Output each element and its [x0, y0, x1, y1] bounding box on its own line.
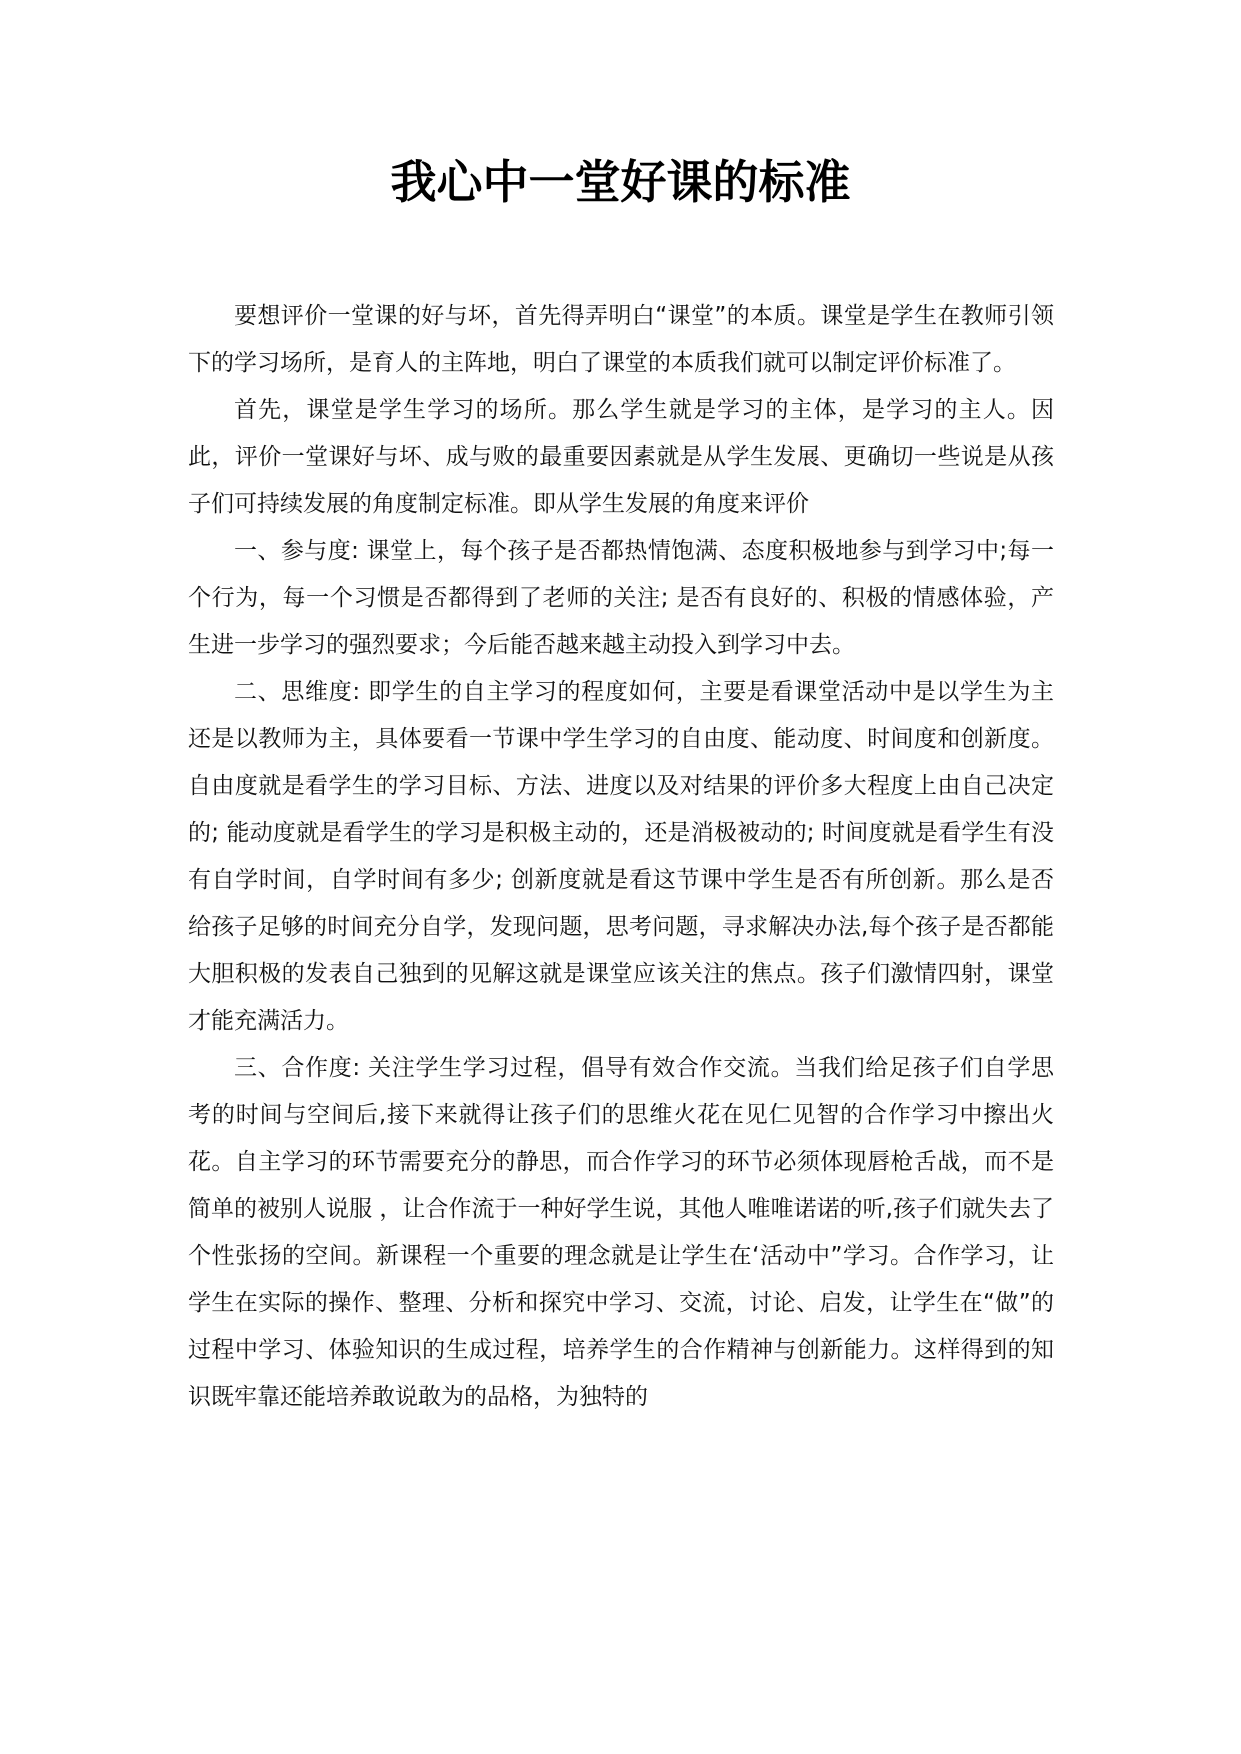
paragraph-intro: 要想评价一堂课的好与坏，首先得弄明白“课堂”的本质。课堂是学生在教师引领下的学习场所，是育人的主阵地，明白了课堂的本质我们就可以制定评价标准了。: [188, 303, 1054, 376]
paragraph-cooperation: 三、合作度: 关注学生学习过程，倡导有效合作交流。当我们给足孩子们自学思考的时间与空间后,接下来就得让孩子们的思维火花在见仁见智的合作学习中擦出火花。自主学习的环节需要充分的静思，而合作学习的环节必须体现唇枪舌战，而不是简单的被别人说服 ，让合作流于一种好学生说，其他人唯唯诺诺的听,孩子们就失去了个性张扬的空间。新课程一个重要的理念就是让学生在‘活动中”学习。合作学习，让学生在实际的操作、整理、分析和探究中学习、交流，讨论、启发，让学生在“做”的过程中学习、体验知识的生成过程，培养学生的合作精神与创新能力。这样得到的知识既牢靠还能培养敢说敢为的品格，为独特的: [188, 1055, 1054, 1410]
document-body: [188, 293, 1054, 1421]
paragraph-thinking: 二、思维度: 即学生的自主学习的程度如何，主要是看课堂活动中是以学生为主还是以教师为主，具体要看一节课中学生学习的自由度、能动度、时间度和创新度。自由度就是看学生的学习目标、方法、进度以及对结果的评价多大程度上由自己决定的; 能动度就是看学生的学习是积极主动的，还是消极被动的; 时间度就是看学生有没有自学时间，自学时间有多少; 创新度就是看这节课中学生是否有所创新。那么是否给孩子足够的时间充分自学，发现问题，思考问题，寻求解决办法,每个孩子是否都能大胆积极的发表自己独到的见解这就是课堂应该关注的焦点。孩子们激情四射，课堂才能充满活力。: [188, 679, 1054, 1034]
paragraph-first: 首先，课堂是学生学习的场所。那么学生就是学习的主体，是学习的主人。因此，评价一堂课好与坏、成与败的最重要因素就是从学生发展、更确切一些说是从孩子们可持续发展的角度制定标准。即从学生发展的角度来评价: [188, 397, 1054, 517]
document-title: 我心中一堂好课的标准: [390, 155, 851, 209]
paragraph-participation: 一、参与度: 课堂上，每个孩子是否都热情饱满、态度积极地参与到学习中;每一个行为，每一个习惯是否都得到了老师的关注; 是否有良好的、积极的情感体验，产生进一步学习的强烈要求；今后能否越来越主动投入到学习中去。: [188, 538, 1054, 658]
